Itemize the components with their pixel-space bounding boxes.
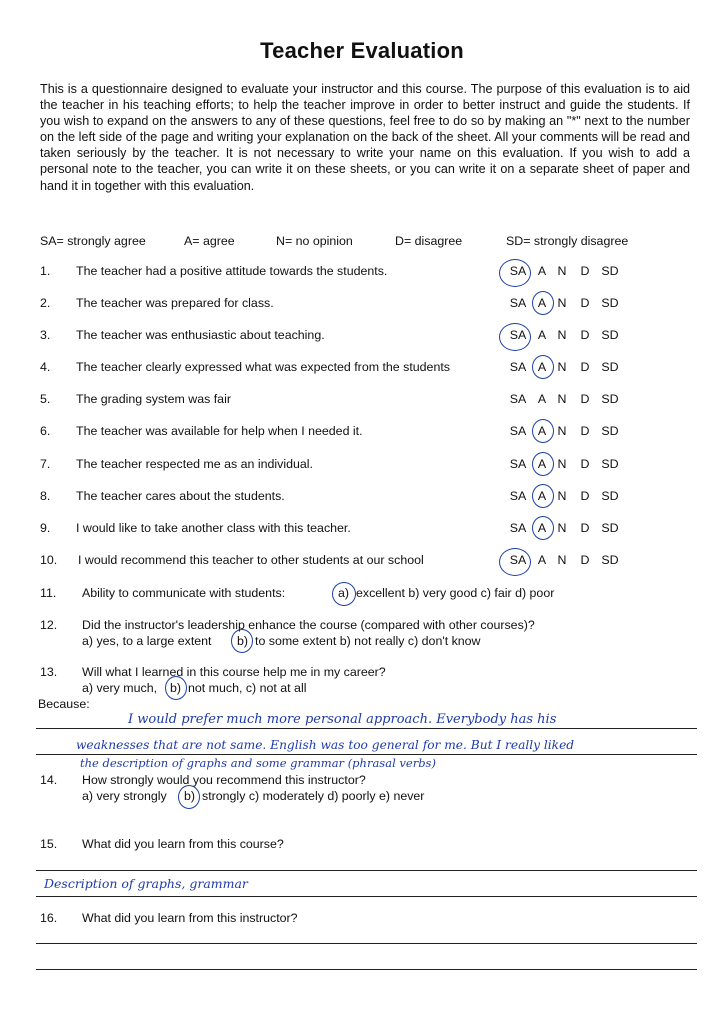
question-text: Did the instructor's leadership enhance the course (compared with other courses)? xyxy=(82,618,535,632)
rating-option-d[interactable]: D xyxy=(580,457,590,471)
q14-options-rest: strongly c) moderately d) poorly e) never xyxy=(202,789,425,803)
rating-option-sa[interactable]: SA xyxy=(509,424,527,438)
rating-option-n[interactable]: N xyxy=(557,489,567,503)
question-text: The grading system was fair xyxy=(76,392,231,406)
question-text: The teacher had a positive attitude towards the students. xyxy=(76,264,388,278)
rating-option-d[interactable]: D xyxy=(580,424,590,438)
handwritten-answer-line-1: I would prefer much more personal approach. Everybody has his xyxy=(128,712,557,727)
rating-option-sd[interactable]: SD xyxy=(601,489,619,503)
question-number: 4. xyxy=(40,360,51,374)
question-number: 11. xyxy=(40,586,57,600)
rating-option-n[interactable]: N xyxy=(557,328,567,342)
question-16 xyxy=(0,911,724,929)
rating-option-a[interactable]: A xyxy=(537,489,547,503)
question-number: 14. xyxy=(40,773,58,787)
rating-option-sa[interactable]: SA xyxy=(509,328,527,342)
page-title: Teacher Evaluation xyxy=(260,38,464,63)
legend-d: D= disagree xyxy=(395,234,463,248)
option-a-circled[interactable]: a) xyxy=(338,586,350,600)
rating-option-sd[interactable]: SD xyxy=(601,296,619,310)
question-number: 9. xyxy=(40,521,51,535)
question-text: The teacher respected me as an individual. xyxy=(76,457,313,471)
rating-option-n[interactable]: N xyxy=(557,264,567,278)
rating-option-sa[interactable]: SA xyxy=(509,264,527,278)
likert-question-2 xyxy=(0,296,724,314)
question-number: 8. xyxy=(40,489,51,503)
rating-option-sd[interactable]: SD xyxy=(601,328,619,342)
q14-option-b-circled[interactable]: b) xyxy=(184,789,196,803)
rating-option-a[interactable]: A xyxy=(537,392,547,406)
q12-option-a: a) yes, to a large extent xyxy=(82,634,212,648)
question-text: What did you learn from this instructor? xyxy=(82,911,298,925)
question-number: 7. xyxy=(40,457,51,471)
rating-option-sd[interactable]: SD xyxy=(601,457,619,471)
rating-option-sa[interactable]: SA xyxy=(509,553,527,567)
question-number: 6. xyxy=(40,424,51,438)
rating-legend xyxy=(40,234,680,250)
answer-line xyxy=(36,896,697,897)
answer-line xyxy=(36,728,697,729)
handwritten-answer-line-2: weaknesses that are not same. English was too general for me. But I really liked xyxy=(76,738,575,752)
rating-option-sa[interactable]: SA xyxy=(509,296,527,310)
rating-option-sd[interactable]: SD xyxy=(601,264,619,278)
legend-sa: SA= strongly agree xyxy=(40,234,146,248)
rating-option-sa[interactable]: SA xyxy=(509,489,527,503)
question-text: Will what I learned in this course help me in my career? xyxy=(82,665,386,679)
question-text: The teacher clearly expressed what was expected from the students xyxy=(76,360,450,374)
rating-option-sa[interactable]: SA xyxy=(509,521,527,535)
rating-option-n[interactable]: N xyxy=(557,553,567,567)
likert-question-1 xyxy=(0,264,724,282)
q12-option-b-circled[interactable]: b) xyxy=(237,634,249,648)
likert-question-3 xyxy=(0,328,724,346)
q14-option-a: a) very strongly xyxy=(82,789,167,803)
answer-line xyxy=(36,969,697,970)
rating-option-sd[interactable]: SD xyxy=(601,521,619,535)
rating-option-d[interactable]: D xyxy=(580,328,590,342)
likert-question-6 xyxy=(0,424,724,442)
q12-options-rest: to some extent b) not really c) don't know xyxy=(255,634,481,648)
rating-option-d[interactable]: D xyxy=(580,489,590,503)
q13-options-rest: not much, c) not at all xyxy=(188,681,307,695)
question-number: 5. xyxy=(40,392,51,406)
rating-option-n[interactable]: N xyxy=(557,424,567,438)
rating-option-n[interactable]: N xyxy=(557,457,567,471)
question-number: 15. xyxy=(40,837,58,851)
rating-option-sd[interactable]: SD xyxy=(601,424,619,438)
rating-option-d[interactable]: D xyxy=(580,264,590,278)
rating-option-a[interactable]: A xyxy=(537,553,547,567)
likert-question-9 xyxy=(0,521,724,539)
because-label: Because: xyxy=(38,697,90,711)
question-number: 10. xyxy=(40,553,58,567)
rating-option-n[interactable]: N xyxy=(557,521,567,535)
answer-line xyxy=(36,943,697,944)
rating-option-a[interactable]: A xyxy=(537,360,547,374)
question-number: 12. xyxy=(40,618,58,632)
rating-option-sd[interactable]: SD xyxy=(601,360,619,374)
rating-option-sd[interactable]: SD xyxy=(601,392,619,406)
pen-circle-mark xyxy=(231,629,253,653)
rating-option-d[interactable]: D xyxy=(580,521,590,535)
q13-option-a: a) very much, xyxy=(82,681,158,695)
rating-option-a[interactable]: A xyxy=(537,424,547,438)
rating-option-a[interactable]: A xyxy=(537,264,547,278)
pen-circle-mark xyxy=(332,582,356,606)
legend-n: N= no opinion xyxy=(276,234,353,248)
rating-option-sa[interactable]: SA xyxy=(509,360,527,374)
legend-a: A= agree xyxy=(184,234,235,248)
question-number: 1. xyxy=(40,264,51,278)
rating-option-d[interactable]: D xyxy=(580,553,590,567)
likert-question-4 xyxy=(0,360,724,378)
likert-question-5 xyxy=(0,392,724,410)
question-options: excellent b) very good c) fair d) poor xyxy=(356,586,555,600)
question-11 xyxy=(0,586,724,604)
question-number: 16. xyxy=(40,911,58,925)
rating-option-d[interactable]: D xyxy=(580,392,590,406)
handwritten-answer-15: Description of graphs, grammar xyxy=(44,876,248,891)
question-text: I would like to take another class with this teacher. xyxy=(76,521,351,535)
pen-circle-mark xyxy=(178,785,200,809)
rating-option-a[interactable]: A xyxy=(537,521,547,535)
rating-option-n[interactable]: N xyxy=(557,360,567,374)
rating-option-sa[interactable]: SA xyxy=(509,457,527,471)
rating-option-a[interactable]: A xyxy=(537,457,547,471)
pen-circle-mark xyxy=(165,676,187,700)
rating-option-d[interactable]: D xyxy=(580,296,590,310)
intro-paragraph: This is a questionnaire designed to evaluate your instructor and this course. The purpose of this evaluation is to aid the teacher in his teaching efforts; to help the teacher improve in order to better instruct and guide the students. If you wish to expand on the answers to any of these questions, feel free to do so by making an "*" next to the number on the left side of the page and writing your explanation on the back of the sheet. All your comments will be read and taken seriously by the teacher. It is not necessary to write your name on this evaluation. If you wish to add a personal note to the teacher, you can write it on these sheets, or you can write it on a separate sheet of paper and hand it in together with this evaluation. xyxy=(40,82,690,193)
question-text: What did you learn from this course? xyxy=(82,837,284,851)
question-text: The teacher cares about the students. xyxy=(76,489,285,503)
answer-line xyxy=(36,870,697,871)
rating-option-a[interactable]: A xyxy=(537,328,547,342)
question-text: The teacher was prepared for class. xyxy=(76,296,274,310)
rating-option-a[interactable]: A xyxy=(537,296,547,310)
question-number: 2. xyxy=(40,296,51,310)
question-15 xyxy=(0,837,724,855)
rating-option-n[interactable]: N xyxy=(557,296,567,310)
question-text: The teacher was enthusiastic about teaching. xyxy=(76,328,325,342)
question-text: Ability to communicate with students: xyxy=(82,586,286,600)
rating-option-d[interactable]: D xyxy=(580,360,590,374)
answer-line xyxy=(36,754,697,755)
q13-option-b-circled[interactable]: b) xyxy=(170,681,182,695)
question-number: 13. xyxy=(40,665,58,679)
rating-option-sa[interactable]: SA xyxy=(509,392,527,406)
rating-option-n[interactable]: N xyxy=(557,392,567,406)
handwritten-answer-line-3: the description of graphs and some grammar (phrasal verbs) xyxy=(80,756,436,770)
question-text: I would recommend this teacher to other students at our school xyxy=(78,553,424,567)
rating-option-sd[interactable]: SD xyxy=(601,553,619,567)
legend-sd: SD= strongly disagree xyxy=(506,234,629,248)
likert-question-10 xyxy=(0,553,724,571)
likert-question-8 xyxy=(0,489,724,507)
question-text: The teacher was available for help when I needed it. xyxy=(76,424,363,438)
question-number: 3. xyxy=(40,328,51,342)
likert-question-7 xyxy=(0,457,724,475)
question-text: How strongly would you recommend this instructor? xyxy=(82,773,366,787)
